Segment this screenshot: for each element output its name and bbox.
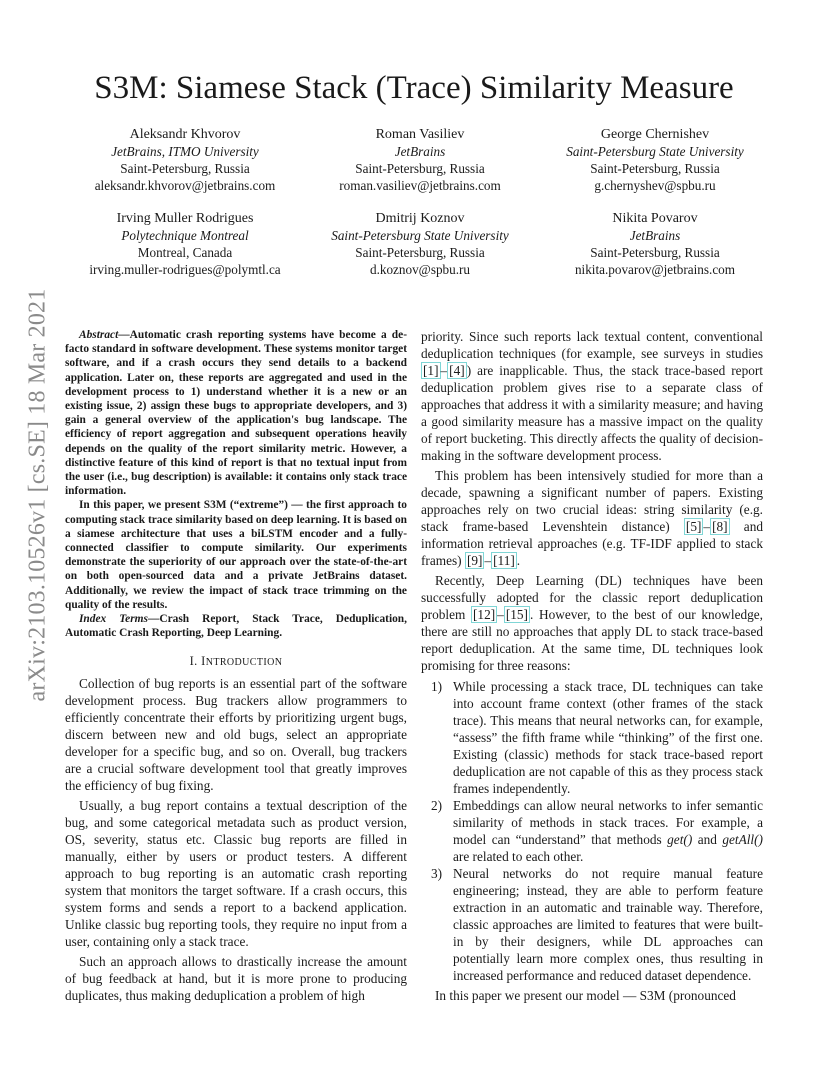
text-run: ) are inapplicable. Thus, the stack trace-based report deduplication problem gives rise to a separate class of approaches that address it with a similarity measure; and having a good similarity measure has a massive impact on the quality of report bucketing. This directly affects the quality of decision-making in the software development process. [421,363,763,463]
list-item-text: Neural networks do not require manual feature engineering; instead, they are able to perform feature extraction in an automatic and trainable way. Therefore, classic approaches are limited to features that were built-in by their designers, while DL approaches can potentially learn more complex ones, thus resulting in increased performance and reduced dataset dependence. [453,866,763,983]
author-location: Montreal, Canada [137,245,233,260]
author-name: Nikita Povarov [612,211,698,226]
author-name: Irving Muller Rodrigues [116,211,254,226]
author-email: nikita.povarov@jetbrains.com [574,262,736,277]
method-name: getAll() [722,832,763,847]
text-run: – [484,553,492,568]
author-name: George Chernishev [600,127,710,142]
body-paragraph: Such an approach allows to drastically increase the amount of bug feedback at hand, but it is more prone to producing duplicates, thus making deduplication a problem of high [65,954,407,1004]
list-item [421,797,763,865]
list-item [421,678,763,797]
citation-link[interactable]: [11] [493,553,515,568]
author-name: Roman Vasiliev [375,127,465,142]
author-affiliation: JetBrains [629,228,681,243]
citation-link[interactable]: [12] [473,607,496,622]
citation-link[interactable]: [9] [466,553,483,568]
author-name: Aleksandr Khvorov [129,127,241,142]
text-run: – [703,519,711,534]
author-block [305,210,535,278]
text-run: are related to each other. [453,849,584,864]
abstract-label: Abstract [79,329,119,341]
author-block [70,126,300,194]
citation-link[interactable]: [15] [505,607,528,622]
author-row [70,126,770,194]
abstract-paragraph [65,328,407,498]
abstract-text: —Automatic crash reporting systems have become a de-facto standard in software development. These systems monitor target software, and if a crash occurs they send details to a backend application. Later on, these reports are aggregated and used in the development process to 1) understand whether it is a new or an existing issue, 2) assign these bugs to appropriate developers, and 3) gain a general overview of the application's bug landscape. The efficiency of report aggregation and subsequent operations heavily depends on the quality of the report similarity metric. However, a distinctive feature of this kind of report is that no textual input from the user (i.e., bug description) is available: it contains only stack trace information. [65,329,407,498]
author-email: irving.muller-rodrigues@polymtl.ca [89,262,281,277]
section-heading [65,654,407,669]
body-paragraph: Usually, a bug report contains a textual description of the bug, and some categorical metadata such as product version, OS, severity, status etc. Classic bug reports are filled in manually, either by users or product testers. A different approach to bug reporting is an automatic crash reporting system that monitors the target software. If a crash occurs, this system forms and sends a report to a backend application. Unlike classic bug reporting tools, they require no input from a user, containing only a stack trace. [65,798,407,950]
abstract-paragraph: In this paper, we present S3M (“extreme”) — the first approach to computing stack trace similarity based on deep learning. It is based on a siamese architecture that uses a biLSTM encoder and a fully-connected classifier to compute similarity. Our experiments demonstrate the superiority of our approach over the state-of-the-art on both open-sourced data and a private JetBrains dataset. Additionally, we review the impact of stack trace trimming on the quality of the results. [65,499,407,611]
text-run: Embeddings can allow neural networks to infer semantic similarity of methods in stack traces. For example, a model can “understand” that methods [453,798,763,847]
left-column [65,328,407,1004]
body-paragraph [421,467,763,569]
author-location: Saint-Petersburg, Russia [355,245,485,260]
reasons-list [421,678,763,984]
text-run: Recently, Deep Learning (DL) techniques have been successfully adopted for the classic report deduplication problem [421,573,763,622]
index-terms [65,612,407,640]
author-email: roman.vasiliev@jetbrains.com [339,178,501,193]
text-run: and [692,832,723,847]
author-email: d.koznov@spbu.ru [369,262,471,277]
author-affiliation: JetBrains [394,144,446,159]
list-number: 1) [431,679,443,694]
index-terms-text: —Crash Report, Stack Trace, Deduplication, Automatic Crash Reporting, Deep Learning. [65,613,407,640]
text-run: . [516,553,521,568]
author-location: Saint-Petersburg, Russia [120,161,250,176]
author-location: Saint-Petersburg, Russia [355,161,485,176]
author-location: Saint-Petersburg, Russia [590,245,720,260]
body-paragraph [421,328,763,464]
author-block [540,126,770,194]
list-item [421,865,763,984]
body-paragraph: Collection of bug reports is an essential part of the software development process. Bug trackers allow programmers to efficiently concentrate their efforts by prioritizing urgent bugs, discern between new and old bugs, select an appropriate developer for a specific bug, and so on. Overall, bug trackers are a crucial software development tool that greatly improves the efficiency of bug fixing. [65,676,407,794]
author-location: Saint-Petersburg, Russia [590,161,720,176]
citation-link[interactable]: [8] [712,519,728,534]
citation-link[interactable]: [4] [449,363,465,378]
author-block [70,210,300,278]
section-title-rest: NTRODUCTION [205,657,283,669]
citation-link[interactable]: [1] [423,363,439,378]
text-run: and information retrieval approaches (e.g. TF-IDF applied to stack frames) [421,519,763,568]
paper-title: S3M: Siamese Stack (Trace) Similarity Measure [94,70,734,106]
author-affiliation: Saint-Petersburg State University [331,228,509,243]
method-name: get() [667,832,693,847]
right-column [421,328,763,1004]
arxiv-stamp: arXiv:2103.10526v1 [cs.SE] 18 Mar 2021 [24,288,51,702]
body-paragraph: In this paper we present our model — S3M (pronounced [435,988,736,1003]
author-email: aleksandr.khvorov@jetbrains.com [94,178,276,193]
list-number: 3) [431,866,443,881]
body-paragraph [421,572,763,674]
index-terms-label: Index Terms [79,613,148,626]
list-item-text: While processing a stack trace, DL techniques can take into account frame context (other frames of the stack trace). This means that neural networks can, for example, “assess” the fifth frame while “thinking” of the first one. Existing (classic) methods for stack trace-based report deduplication are not capable of this as they process stack frames independently. [453,679,763,796]
list-number: 2) [431,798,443,813]
citation-link[interactable]: [5] [685,519,702,534]
author-affiliation: JetBrains, ITMO University [111,144,259,159]
text-run: This problem has been intensively studied for more than a decade, spawning a significant number of papers. Existing approaches rely on two crucial ideas: string similarity (e.g. stack frame-based Levenshtein distance) [421,468,763,534]
text-run: priority. Since such reports lack textual content, conventional deduplication techniques (for example, see surveys in studies [421,329,763,361]
author-name: Dmitrij Koznov [375,211,465,226]
author-row [70,210,770,278]
author-block [305,126,535,194]
text-run: – [497,607,504,622]
section-numeral: I. I [189,654,206,669]
text-run: . However, to the best of our knowledge, there are still no approaches that apply DL to stack trace-based report deduplication. At the same time, DL techniques look promising for three reasons: [421,607,764,673]
author-affiliation: Polytechnique Montreal [121,228,249,243]
author-affiliation: Saint-Petersburg State University [566,144,744,159]
text-run: – [440,363,448,378]
author-email: g.chernyshev@spbu.ru [594,178,716,193]
author-block [540,210,770,278]
